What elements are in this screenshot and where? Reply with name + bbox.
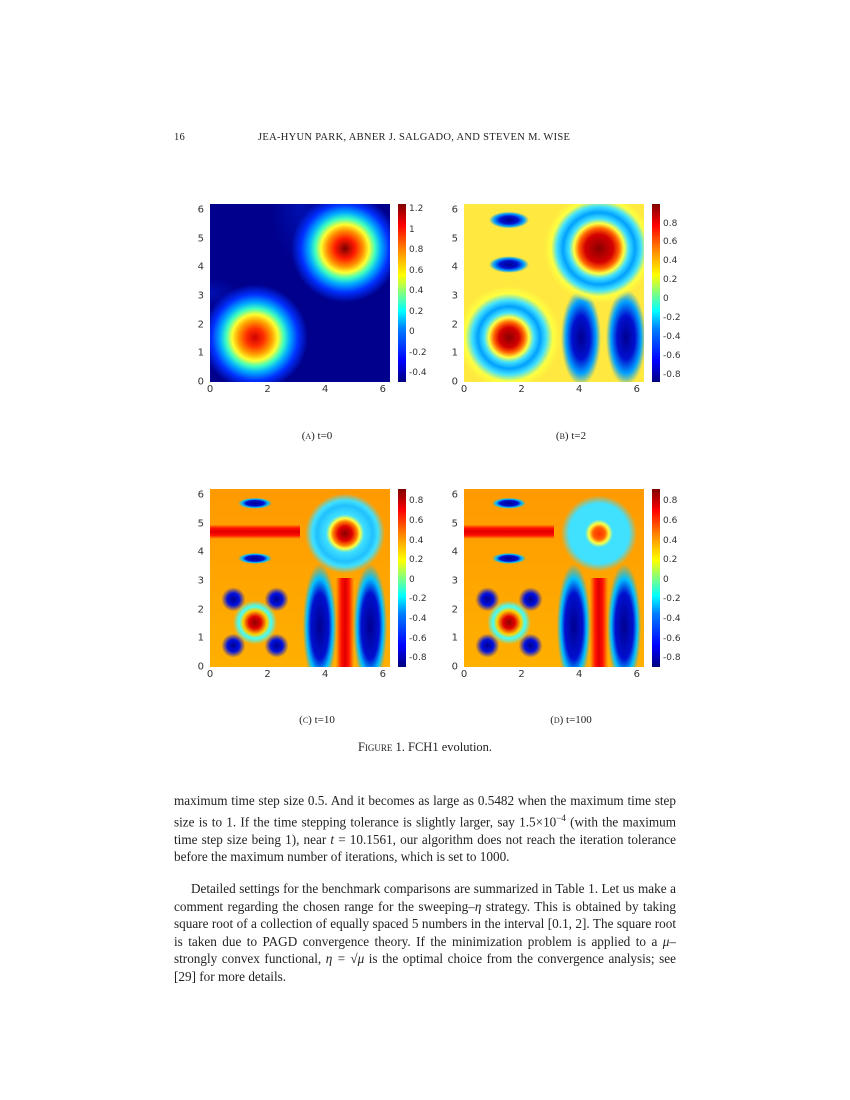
exponent: −4 — [556, 812, 566, 823]
page-number: 16 — [174, 132, 186, 143]
y-tick: 2 — [197, 604, 204, 616]
figure-panel-c — [192, 481, 442, 701]
subcaption-label: (d) — [550, 714, 564, 726]
x-axis-ticks — [206, 384, 390, 398]
x-tick: 0 — [460, 384, 468, 395]
x-tick: 2 — [264, 669, 271, 680]
y-tick: 3 — [197, 575, 204, 587]
x-tick: 4 — [576, 669, 583, 680]
text-run: Detailed settings for the benchmark comparisons are summarized in Table 1. Let us make a comment regarding the chosen range for the sweeping– — [174, 881, 676, 914]
x-tick: 4 — [322, 669, 329, 680]
colorbar-ticks — [663, 204, 697, 382]
cbar-tick: 0.8 — [409, 245, 424, 256]
y-tick: 3 — [451, 290, 458, 302]
x-tick: 2 — [518, 384, 525, 395]
colorbar — [652, 489, 660, 667]
figure-panel-b — [446, 196, 696, 416]
x-tick: 2 — [264, 384, 271, 395]
subcaption-title: t=100 — [566, 714, 592, 726]
y-axis-ticks — [192, 489, 206, 673]
cbar-tick: 0.6 — [663, 516, 678, 527]
y-tick: 5 — [197, 518, 204, 530]
x-tick: 6 — [633, 384, 640, 395]
math-var: μ — [662, 933, 670, 949]
y-tick: 4 — [197, 261, 204, 273]
subcaption-b — [446, 430, 696, 442]
y-tick: 5 — [451, 233, 458, 245]
colorbar — [398, 489, 406, 667]
x-axis-ticks — [460, 669, 644, 683]
x-tick: 6 — [379, 384, 386, 395]
text-run: –strongly convex functional, — [174, 933, 676, 967]
y-tick: 1 — [197, 632, 204, 644]
x-tick: 2 — [518, 669, 525, 680]
y-tick: 6 — [451, 489, 458, 501]
y-tick: 1 — [451, 632, 458, 644]
math-var: t — [330, 831, 335, 847]
y-tick: 0 — [197, 376, 204, 388]
cbar-tick: 0.2 — [409, 306, 424, 317]
colorbar-ticks — [409, 489, 443, 667]
subcaption-label: (b) — [555, 430, 569, 442]
cbar-tick: 0.8 — [663, 496, 678, 507]
cbar-tick: 1.2 — [409, 204, 424, 215]
cbar-tick: 0.4 — [663, 256, 678, 267]
text-run: strategy. This is obtained by taking square root of a collection of equally spaced 5 numbers in the interval [0.1, 2]. The square root is taken due to PAGD convergence theory. If the minimization problem is applied to a — [174, 898, 676, 949]
cbar-tick: 0.4 — [409, 286, 424, 297]
y-tick: 2 — [197, 319, 204, 331]
cbar-tick: -0.6 — [663, 350, 681, 361]
y-axis-ticks — [446, 489, 460, 673]
x-tick: 4 — [322, 384, 329, 395]
x-axis-ticks — [206, 669, 390, 683]
cbar-tick: 0 — [663, 574, 669, 585]
cbar-tick: 0.2 — [663, 555, 678, 566]
y-tick: 1 — [451, 347, 458, 359]
figure-label: Figure 1. — [357, 740, 405, 754]
cbar-tick: -0.4 — [409, 613, 427, 624]
cbar-tick: -0.2 — [409, 594, 427, 605]
cbar-tick: 0 — [409, 327, 415, 338]
heatmap-plot — [210, 204, 390, 382]
colorbar — [652, 204, 660, 382]
subcaption-d — [446, 714, 696, 726]
subcaption-title: t=10 — [314, 714, 335, 726]
text-run: (with the maximum time step size being 1), near — [174, 813, 676, 847]
y-tick: 4 — [451, 261, 458, 273]
y-tick: 1 — [197, 347, 204, 359]
y-axis-ticks — [446, 204, 460, 388]
cbar-tick: 0.2 — [663, 275, 678, 286]
y-axis-ticks — [192, 204, 206, 388]
body-paragraph-1 — [174, 792, 676, 866]
figure-panel-a — [192, 196, 442, 416]
subcaption-label: (a) — [301, 430, 315, 442]
cbar-tick: 0.6 — [409, 516, 424, 527]
x-tick: 0 — [206, 384, 214, 395]
cbar-tick: 0 — [409, 574, 415, 585]
x-tick: 4 — [576, 384, 583, 395]
cbar-tick: 1 — [409, 224, 415, 235]
x-tick: 0 — [460, 669, 468, 680]
y-tick: 6 — [451, 204, 458, 216]
cbar-tick: 0.2 — [409, 555, 424, 566]
cbar-tick: -0.4 — [409, 368, 427, 379]
cbar-tick: -0.2 — [409, 347, 427, 358]
y-tick: 3 — [197, 290, 204, 302]
subcaption-a — [192, 430, 442, 442]
text-run: maximum time step size 0.5. And it becomes as large as 0.5482 when the maximum time step size is to 1. If the time stepping tolerance is slightly larger, say 1.5×10 — [174, 793, 676, 829]
y-tick: 3 — [451, 575, 458, 587]
heatmap-plot — [210, 489, 390, 667]
colorbar-ticks — [409, 204, 443, 382]
y-tick: 6 — [197, 204, 204, 216]
x-tick: 0 — [206, 669, 214, 680]
math-expression: η = √μ — [325, 951, 365, 967]
text-run: = 10.1561, our algorithm does not reach the iteration tolerance before the maximum number of iterations, which is set to 1000. — [174, 831, 676, 865]
cbar-tick: -0.8 — [409, 653, 427, 664]
colorbar-ticks — [663, 489, 697, 667]
subcaption-title: t=0 — [317, 430, 333, 442]
math-var: η — [474, 898, 482, 914]
figure-panel-d — [446, 481, 696, 701]
cbar-tick: -0.2 — [663, 312, 681, 323]
y-tick: 2 — [451, 604, 458, 616]
cbar-tick: 0.4 — [663, 535, 678, 546]
cbar-tick: 0.8 — [409, 496, 424, 507]
subcaption-title: t=2 — [571, 430, 587, 442]
y-tick: 4 — [197, 546, 204, 558]
author-line: JEA-HYUN PARK, ABNER J. SALGADO, AND STEVEN M. WISE — [258, 132, 571, 143]
subcaption-label: (c) — [299, 714, 312, 726]
cbar-tick: -0.8 — [663, 369, 681, 380]
y-tick: 5 — [451, 518, 458, 530]
cbar-tick: -0.4 — [663, 613, 681, 624]
y-tick: 6 — [197, 489, 204, 501]
text-run: is the optimal choice from the convergence analysis; see [29] for more details. — [174, 951, 676, 984]
cbar-tick: 0.6 — [663, 237, 678, 248]
cbar-tick: 0.6 — [409, 265, 424, 276]
x-tick: 6 — [379, 669, 386, 680]
cbar-tick: -0.8 — [663, 653, 681, 664]
cbar-tick: 0.8 — [663, 218, 678, 229]
y-tick: 5 — [197, 233, 204, 245]
cbar-tick: -0.6 — [409, 633, 427, 644]
cbar-tick: -0.4 — [663, 331, 681, 342]
figure-caption-text: FCH1 evolution. — [408, 740, 493, 754]
x-tick: 6 — [633, 669, 640, 680]
cbar-tick: -0.6 — [663, 633, 681, 644]
y-tick: 0 — [451, 376, 458, 388]
cbar-tick: -0.2 — [663, 594, 681, 605]
heatmap-plot — [464, 489, 644, 667]
x-axis-ticks — [460, 384, 644, 398]
y-tick: 4 — [451, 546, 458, 558]
y-tick: 0 — [197, 661, 204, 673]
body-paragraph-2 — [174, 880, 676, 986]
heatmap-plot — [464, 204, 644, 382]
colorbar — [398, 204, 406, 382]
cbar-tick: 0 — [663, 294, 669, 305]
y-tick: 0 — [451, 661, 458, 673]
figure-caption — [0, 740, 850, 755]
subcaption-c — [192, 714, 442, 726]
cbar-tick: 0.4 — [409, 535, 424, 546]
y-tick: 2 — [451, 319, 458, 331]
